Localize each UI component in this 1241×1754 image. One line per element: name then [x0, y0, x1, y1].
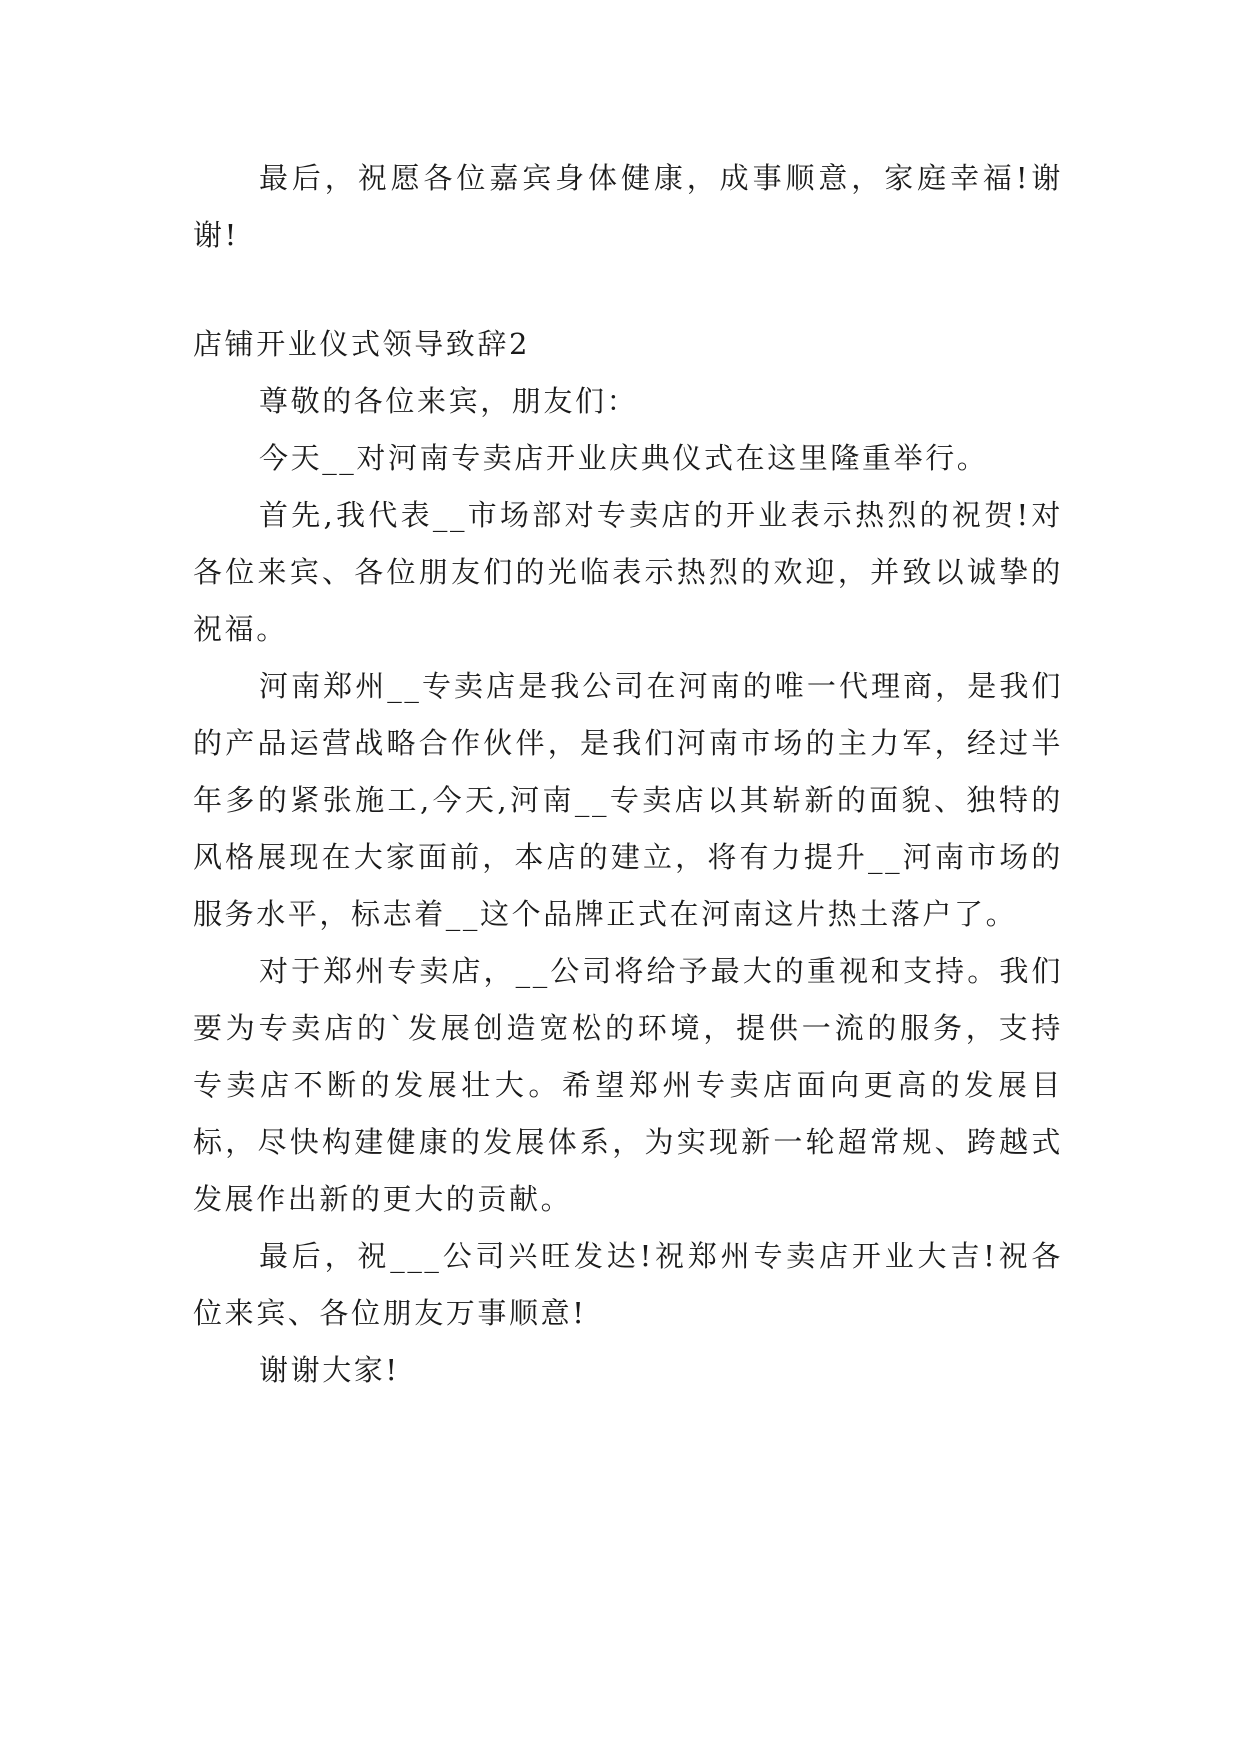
paragraph-2: 首先,我代表__市场部对专卖店的开业表示热烈的祝贺!对各位来宾、各位朋友们的光临表示热烈的欢迎，并致以诚挚的祝福。 — [193, 498, 1063, 646]
paragraph-5: 最后，祝___公司兴旺发达!祝郑州专卖店开业大吉!祝各位来宾、各位朋友万事顺意! — [193, 1239, 1063, 1330]
closing-paragraph: 最后，祝愿各位嘉宾身体健康，成事顺意，家庭幸福!谢谢! — [193, 161, 1063, 252]
paragraph-3: 河南郑州__专卖店是我公司在河南的唯一代理商，是我们的产品运营战略合作伙伴，是我们河南市场的主力军，经过半年多的紧张施工,今天,河南__专卖店以其崭新的面貌、独特的风格展现在大家面前，本店的建立，将有力提升__河南市场的服务水平，标志着__这个品牌正式在河南这片热土落户了。 — [193, 669, 1063, 931]
section-gap — [193, 264, 1063, 316]
paragraph-6: 谢谢大家! — [259, 1353, 400, 1387]
salutation: 尊敬的各位来宾，朋友们： — [259, 384, 639, 418]
section-title: 店铺开业仪式领导致辞2 — [193, 327, 531, 361]
paragraph-4: 对于郑州专卖店，__公司将给予最大的重视和支持。我们要为专卖店的`发展创造宽松的环境，提供一流的服务，支持专卖店不断的发展壮大。希望郑州专卖店面向更高的发展目标，尽快构建健康的发展体系，为实现新一轮超常规、跨越式发展作出新的更大的贡献。 — [193, 954, 1063, 1216]
document-page — [193, 150, 1063, 1399]
paragraph-1: 今天__对河南专卖店开业庆典仪式在这里隆重举行。 — [259, 441, 989, 475]
